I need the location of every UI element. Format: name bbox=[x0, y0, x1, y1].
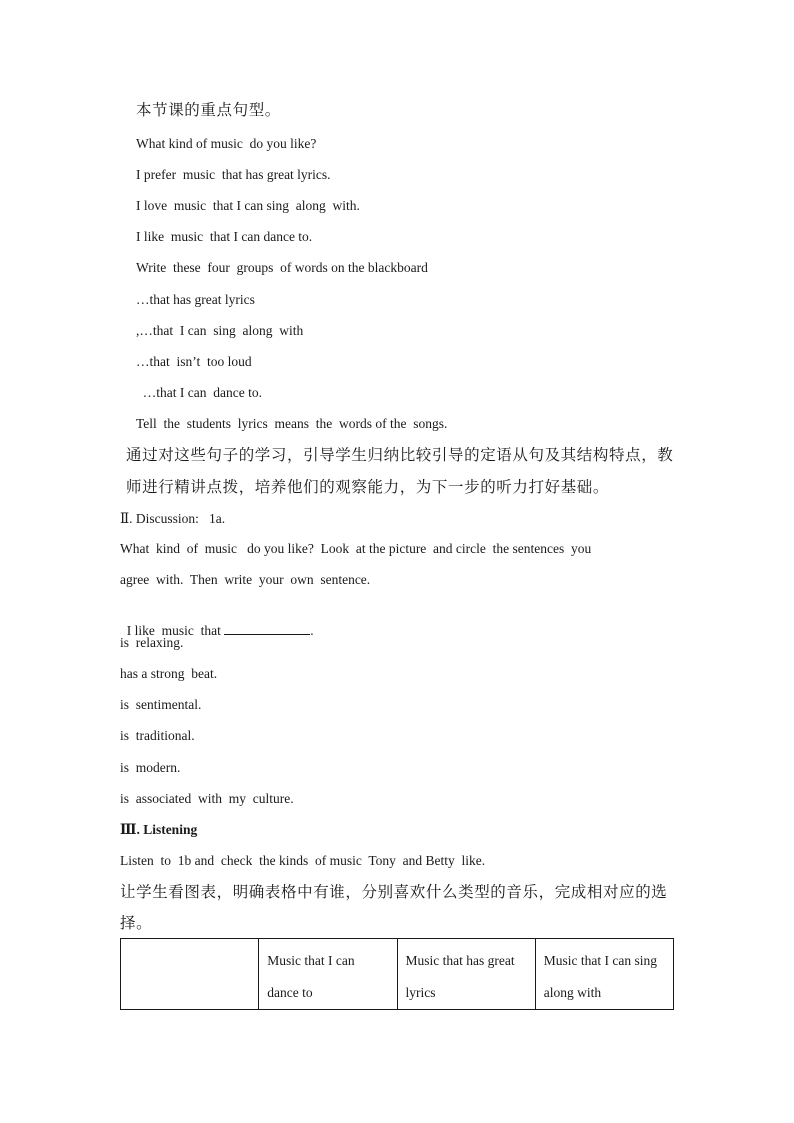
table-header-cell-empty bbox=[121, 939, 259, 1010]
table-header-dance: Music that I can dance to bbox=[259, 939, 397, 1010]
prompt-end: . bbox=[310, 623, 314, 638]
intro-heading: 本节课的重点句型。 bbox=[136, 101, 281, 119]
table-header-sing-along: Music that I can sing along with bbox=[535, 939, 673, 1010]
word-group-1: …that has great lyrics bbox=[136, 292, 255, 307]
option-strong-beat: has a strong beat. bbox=[120, 666, 218, 681]
word-group-3: …that isn’t too loud bbox=[136, 354, 252, 369]
key-sentence-2: I prefer music that has great lyrics. bbox=[136, 167, 331, 182]
word-group-4: …that I can dance to. bbox=[136, 385, 262, 400]
key-sentence-3: I love music that I can sing along with. bbox=[136, 198, 360, 213]
option-relaxing: is relaxing. bbox=[120, 635, 184, 650]
table-header-lyrics: Music that has great lyrics bbox=[397, 939, 535, 1010]
word-group-2: ,…that I can sing along with bbox=[136, 323, 304, 338]
cn-paragraph-line-1: 通过对这些句子的学习，引导学生归纳比较引导的定语从句及其结构特点，教 bbox=[126, 446, 674, 464]
discussion-instruction-line-1: What kind of music do you like? Look at the picture and circle the sentences you bbox=[120, 541, 592, 556]
section-discussion-title: Ⅱ. Discussion: 1a. bbox=[120, 511, 226, 526]
option-modern: is modern. bbox=[120, 760, 181, 775]
listening-cn-line-1: 让学生看图表，明确表格中有谁，分别喜欢什么类型的音乐，完成相对应的选 bbox=[120, 883, 668, 901]
blackboard-instruction: Write these four groups of words on the blackboard bbox=[136, 260, 428, 275]
answer-blank[interactable] bbox=[224, 621, 310, 635]
prompt-text: I like music that bbox=[126, 623, 225, 638]
key-sentence-4: I like music that I can dance to. bbox=[136, 229, 313, 244]
lyrics-definition: Tell the students lyrics means the words of the songs. bbox=[136, 416, 448, 431]
music-preference-table bbox=[120, 938, 674, 1010]
option-sentimental: is sentimental. bbox=[120, 697, 202, 712]
option-culture: is associated with my culture. bbox=[120, 791, 294, 806]
listening-cn-line-2: 择。 bbox=[120, 914, 153, 932]
listening-instruction: Listen to 1b and check the kinds of music Tony and Betty like. bbox=[120, 853, 486, 868]
option-traditional: is traditional. bbox=[120, 728, 195, 743]
section-listening-title: Ⅲ. Listening bbox=[120, 822, 198, 837]
table-header-row bbox=[121, 939, 674, 1010]
discussion-instruction-line-2: agree with. Then write your own sentence. bbox=[120, 572, 371, 587]
key-sentence-1: What kind of music do you like? bbox=[136, 136, 317, 151]
cn-paragraph-line-2: 师进行精讲点拨，培养他们的观察能力，为下一步的听力打好基础。 bbox=[126, 478, 610, 496]
